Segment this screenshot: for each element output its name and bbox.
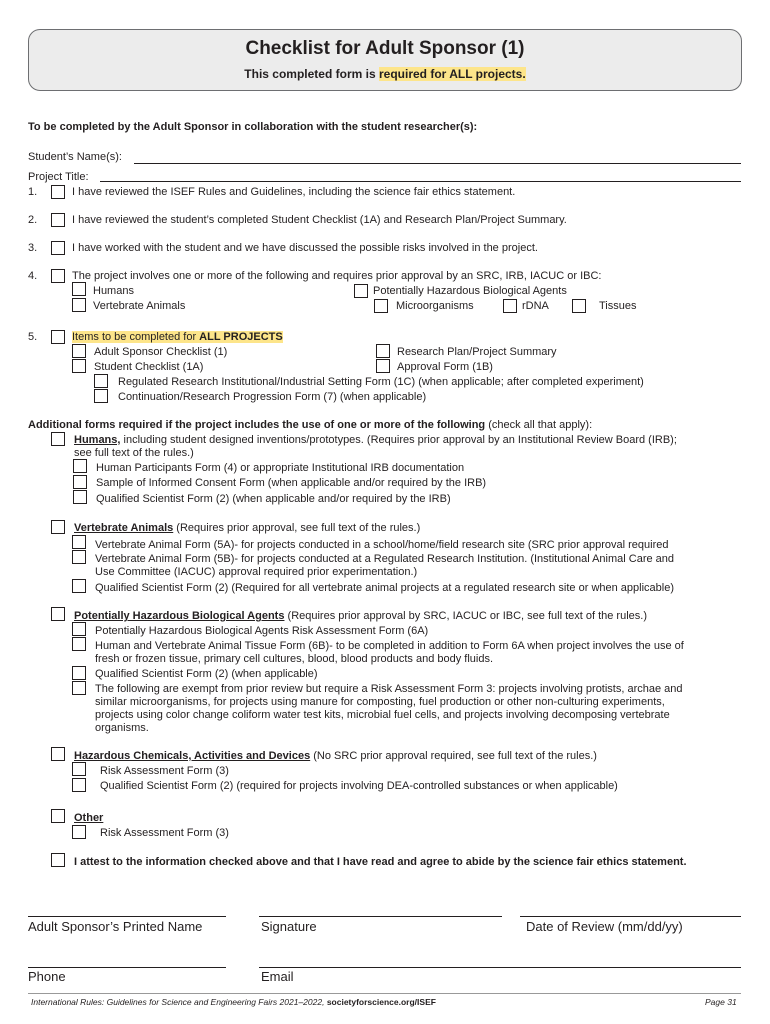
project-title-field[interactable] [100,181,741,182]
printed-name-field[interactable] [28,916,226,917]
checkbox-humans[interactable] [72,282,86,296]
option-label: Vertebrate Animals [93,300,186,312]
email-field[interactable] [259,967,741,968]
item-5-text: Items to be completed for ALL PROJECTS [72,331,283,343]
option-label: Approval Form (1B) [397,361,493,373]
vertebrate-heading: Vertebrate Animals (Requires prior approval, see full text of the rules.) [74,522,421,534]
option-label: Research Plan/Project Summary [397,346,557,358]
option-label: rDNA [522,300,549,312]
option-label-cont: projects using color change coliform water test kits, microbial fuel cells, and projects involving decomposing vertebrate [95,709,670,721]
students-name-field[interactable] [134,163,741,164]
checkbox-qs-form-hazardous[interactable] [72,778,86,792]
option-label: Student Checklist (1A) [94,361,204,373]
checkbox-risk-form-hazardous[interactable] [72,762,86,776]
checkbox-attest[interactable] [51,853,65,867]
checkbox-form-6b[interactable] [72,637,86,651]
checkbox-form-6a[interactable] [72,622,86,636]
checkbox-student-checklist[interactable] [72,359,86,373]
checkbox-form-1c[interactable] [94,374,108,388]
checkbox-item-4[interactable] [51,269,65,283]
option-label: Qualified Scientist Form (2) (required for projects involving DEA-controlled substances or when applicable) [100,780,618,792]
checkbox-form-7[interactable] [94,389,108,403]
option-label: Microorganisms [396,300,474,312]
checkbox-exempt-form-3[interactable] [72,681,86,695]
checkbox-phba-section[interactable] [51,607,65,621]
option-label: Qualified Scientist Form (2) (Required for all vertebrate animal projects at a regulated research site or when applicable) [95,582,674,594]
checkbox-form-5b[interactable] [72,550,86,564]
option-label: Risk Assessment Form (3) [100,827,229,839]
checkbox-form-5a[interactable] [72,535,86,549]
checkbox-consent-form[interactable] [73,475,87,489]
option-label: The following are exempt from prior review but require a Risk Assessment Form 3: projects involving protists, archae and [95,683,683,695]
item-3-text: I have worked with the student and we have discussed the possible risks involved in the project. [72,242,538,254]
checkbox-rdna[interactable] [503,299,517,313]
phba-heading: Potentially Hazardous Biological Agents (Requires prior approval by SRC, IACUC or IBC, see full text of the rules.) [74,610,647,622]
checkbox-other-section[interactable] [51,809,65,823]
signature-label: Signature [261,919,317,934]
item-number: 1. [28,186,38,198]
email-label: Email [261,969,294,984]
checkbox-approval-form[interactable] [376,359,390,373]
option-label: Vertebrate Animal Form (5A)- for projects conducted in a school/home/field research site (SRC prior approval required [95,539,669,551]
item-number: 3. [28,242,38,254]
option-label: Qualified Scientist Form (2) (when applicable) [95,668,318,680]
page-title: Checklist for Adult Sponsor (1) [245,38,525,59]
phone-field[interactable] [28,967,226,968]
item-number: 4. [28,270,38,282]
option-label: Human and Vertebrate Animal Tissue Form (6B)- to be completed in addition to Form 6A when project involves the use of [95,640,684,652]
date-field[interactable] [520,916,741,917]
item-number: 5. [28,331,38,343]
checkbox-hazardous-section[interactable] [51,747,65,761]
footer-citation: International Rules: Guidelines for Science and Engineering Fairs 2021–2022, societyforscience.org/ISEF [31,997,436,1007]
page-number: Page 31 [705,997,737,1007]
option-label: Potentially Hazardous Biological Agents [373,285,567,297]
checkbox-qs-form-phba[interactable] [72,666,86,680]
students-name-label: Student’s Name(s): [28,151,122,163]
phone-label: Phone [28,969,66,984]
option-label-cont: fresh or frozen tissue, primary cell cultures, blood, blood products and body fluids. [95,653,494,665]
printed-name-label: Adult Sponsor’s Printed Name [28,919,203,934]
attest-text: I attest to the information checked above and that I have read and agree to abide by the science fair ethics statement. [74,856,687,868]
form-header [28,29,742,91]
checkbox-risk-form-other[interactable] [72,825,86,839]
item-1-text: I have reviewed the ISEF Rules and Guidelines, including the science fair ethics statement. [72,186,516,198]
footer-divider [28,993,741,994]
option-label: Risk Assessment Form (3) [100,765,229,777]
checkbox-item-1[interactable] [51,185,65,199]
option-label-cont: organisms. [95,722,149,734]
checkbox-item-3[interactable] [51,241,65,255]
option-label: Continuation/Research Progression Form (7) (when applicable) [118,391,427,403]
intro-text: To be completed by the Adult Sponsor in collaboration with the student researcher(s): [28,121,478,133]
checkbox-form-4[interactable] [73,459,87,473]
checkbox-microorganisms[interactable] [374,299,388,313]
other-heading: Other [74,812,104,824]
option-label: Regulated Research Institutional/Industrial Setting Form (1C) (when applicable; after completed experiment) [118,376,644,388]
option-label: Human Participants Form (4) or appropriate Institutional IRB documentation [96,462,465,474]
date-label: Date of Review (mm/dd/yy) [526,919,683,934]
option-label: Sample of Informed Consent Form (when applicable and/or required by the IRB) [96,477,487,489]
item-2-text: I have reviewed the student’s completed Student Checklist (1A) and Research Plan/Project Summary. [72,214,567,226]
option-label-cont: Use Committee (IACUC) approval required prior experimentation.) [95,566,418,578]
checkbox-tissues[interactable] [572,299,586,313]
checkbox-research-plan[interactable] [376,344,390,358]
option-label: Vertebrate Animal Form (5B)- for projects conducted at a Regulated Research Institution. (Institutional Animal Care and [95,553,675,565]
page-subtitle: This completed form is required for ALL projects. [244,67,526,81]
checkbox-item-2[interactable] [51,213,65,227]
option-label: Humans [93,285,134,297]
hazardous-heading: Hazardous Chemicals, Activities and Devices (No SRC prior approval required, see full text of the rules.) [74,750,597,762]
additional-heading: Additional forms required if the project includes the use of one or more of the following (check all that apply): [28,419,593,431]
checkbox-item-5[interactable] [51,330,65,344]
signature-field[interactable] [259,916,502,917]
checkbox-qs-form-humans[interactable] [73,490,87,504]
option-label: Adult Sponsor Checklist (1) [94,346,228,358]
checkbox-phba[interactable] [354,284,368,298]
checkbox-vertebrate-animals[interactable] [72,298,86,312]
checkbox-adult-sponsor-checklist[interactable] [72,344,86,358]
checkbox-qs-form-vertebrate[interactable] [72,579,86,593]
option-label: Qualified Scientist Form (2) (when applicable and/or required by the IRB) [96,493,451,505]
item-4-text: The project involves one or more of the following and requires prior approval by an SRC, IRB, IACUC or IBC: [72,270,602,282]
option-label: Potentially Hazardous Biological Agents Risk Assessment Form (6A) [95,625,429,637]
checkbox-vertebrate-section[interactable] [51,520,65,534]
project-title-label: Project Title: [28,171,89,183]
item-number: 2. [28,214,38,226]
option-label-cont: similar microorganisms, for projects using manure for composting, fuel production or other non-culturing experiments, [95,696,665,708]
checkbox-humans-section[interactable] [51,432,65,446]
humans-heading: Humans, including student designed inventions/prototypes. (Requires prior approval by an Institutional Review Board (IRB); [74,434,677,446]
humans-heading-cont: see full text of the rules.) [74,447,194,459]
option-label: Tissues [599,300,637,312]
